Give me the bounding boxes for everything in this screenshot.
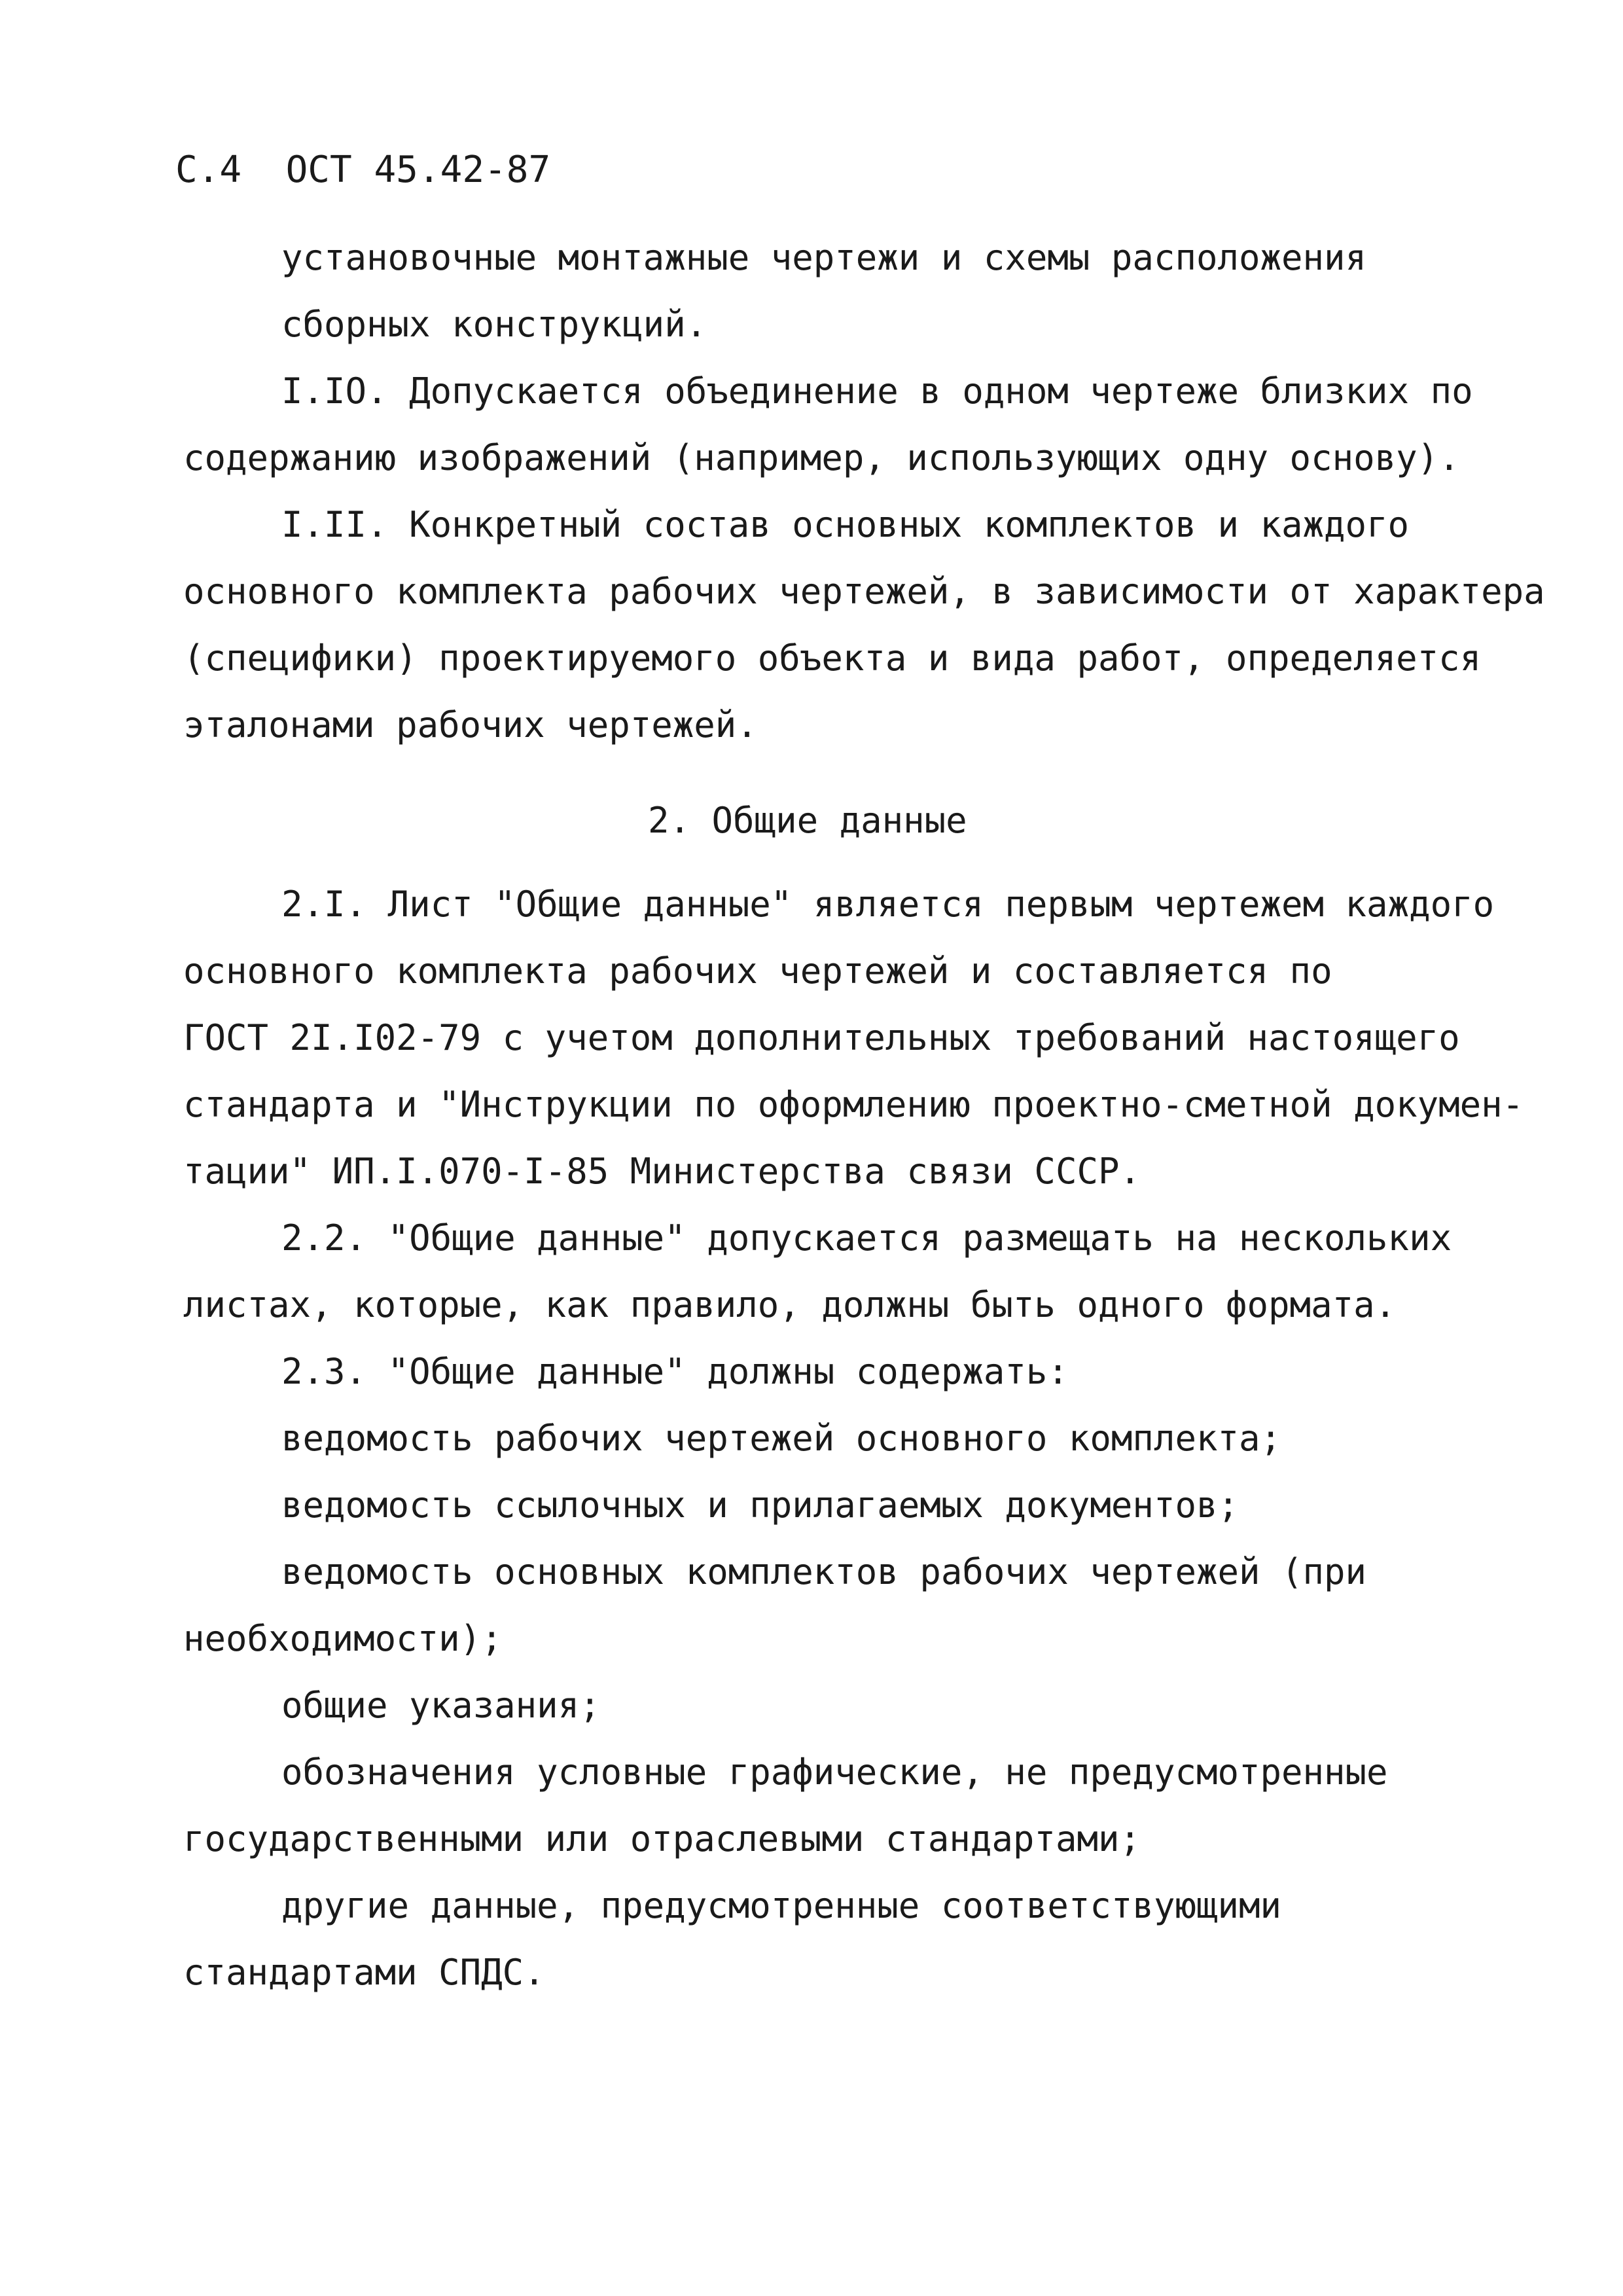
text-line: государственными или отраслевыми стандартами;: [183, 1818, 1141, 1859]
text-line: 2.3. "Общие данные" должны содержать:: [281, 1351, 1069, 1392]
text-line: основного комплекта рабочих чертежей, в зависимости от характера: [183, 571, 1545, 612]
text-line: тации" ИП.I.070-I-85 Министерства связи СССР.: [183, 1151, 1141, 1192]
text-line: ведомость ссылочных и прилагаемых документов;: [281, 1484, 1239, 1526]
text-line: стандарта и "Инструкции по оформлению проектно-сметной докумен-: [183, 1084, 1524, 1125]
text-line: листах, которые, как правило, должны быть одного формата.: [183, 1284, 1397, 1325]
text-line: необходимости);: [183, 1618, 503, 1659]
text-line: обозначения условные графические, не предусмотренные: [281, 1751, 1388, 1793]
text-line: основного комплекта рабочих чертежей и составляется по: [183, 950, 1332, 992]
section-heading: 2. Общие данные: [648, 800, 967, 841]
page-number: С.4: [175, 149, 242, 191]
text-line: 2.2. "Общие данные" допускается размещать на нескольких: [281, 1217, 1452, 1259]
text-line: установочные монтажные чертежи и схемы расположения: [281, 237, 1367, 278]
text-line: стандартами СПДС.: [183, 1952, 545, 1993]
text-line: 2.I. Лист "Общие данные" является первым чертежем каждого: [281, 884, 1495, 925]
text-line: сборных конструкций.: [281, 304, 707, 345]
text-line: общие указания;: [281, 1685, 601, 1726]
text-line: I.II. Конкретный состав основных комплектов и каждого: [281, 504, 1410, 545]
text-line: ГОСТ 2I.I02-79 с учетом дополнительных требований настоящего: [183, 1017, 1460, 1058]
text-line: (специфики) проектируемого объекта и вида работ, определяется: [183, 637, 1482, 679]
text-line: другие данные, предусмотренные соответствующими: [281, 1885, 1282, 1926]
text-line: содержанию изображений (например, использующих одну основу).: [183, 437, 1460, 478]
text-line: ведомость рабочих чертежей основного комплекта;: [281, 1418, 1282, 1459]
text-line: ведомость основных комплектов рабочих чертежей (при: [281, 1551, 1367, 1592]
text-line: эталонами рабочих чертежей.: [183, 704, 758, 745]
text-line: I.IO. Допускается объединение в одном чертеже близких по: [281, 370, 1473, 412]
page-header: [175, 149, 550, 191]
standard-designation: ОСТ 45.42-87: [285, 149, 551, 191]
